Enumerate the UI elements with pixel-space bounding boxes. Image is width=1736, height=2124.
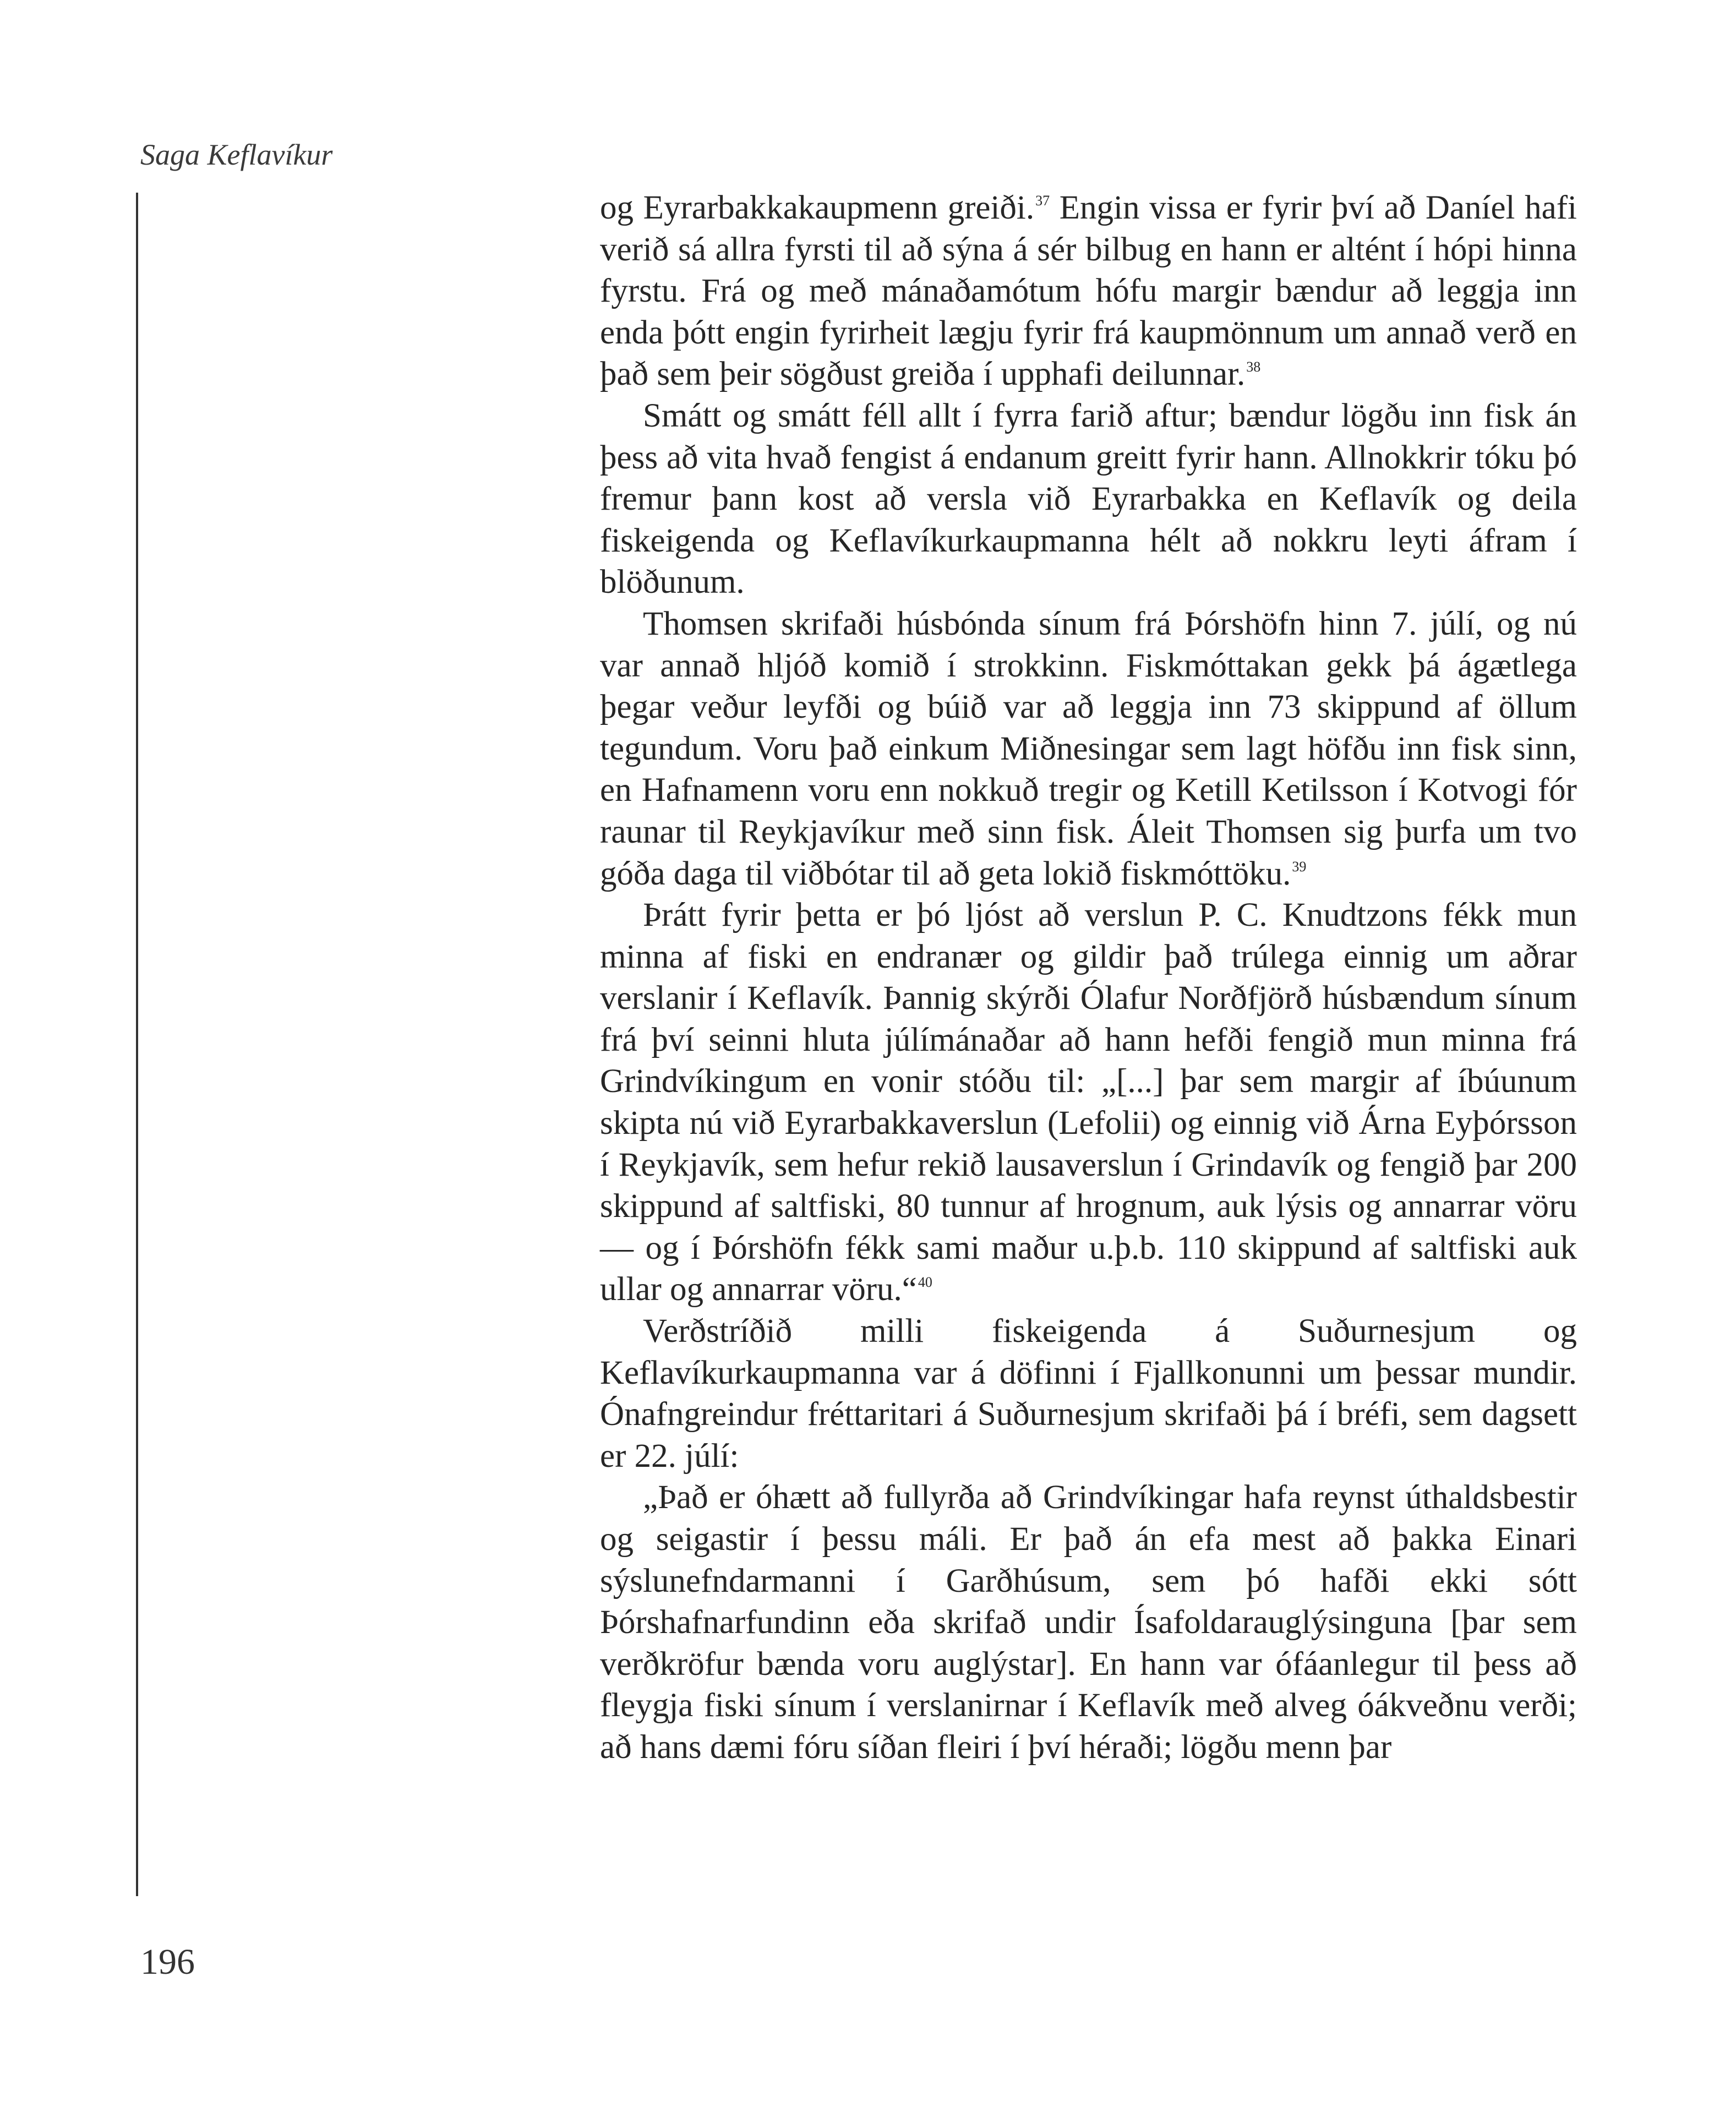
paragraph-text: Þrátt fyrir þetta er þó ljóst að verslun P. C. Knudtzons fékk mun minna af fiski en endranær og gildir það trúlega einnig um aðrar verslanir í Keflavík. Þannig skýrði Ólafur Norðfjörð húsbændum sínum frá því seinni hluta júlímánaðar að hann hefði fengið mun minna frá Grindvíkingum en vonir stóðu til: „[...] þar sem margir af íbúunum skipta nú við Eyrarbakkaverslun (Lefolii) og einnig við Árna Eyþórsson í Reykjavík, sem hefur rekið lausaverslun í Grindavík og fengið þar 200 skippund af saltfiski, 80 tunnur af hrognum, auk lýsis og annarrar vöru — og í Þórshöfn fékk sami maður u.þ.b. 110 skippund af saltfiski auk ullar og annarrar vöru.“	[600, 897, 1577, 1308]
footnote-ref-39: 39	[1292, 858, 1307, 875]
paragraph-2	[600, 395, 1577, 603]
paragraph-text: Smátt og smátt féll allt í fyrra farið aftur; bændur lögðu inn fisk án þess að vita hvað fengist á endanum greitt fyrir hann. Allnokkrir tóku þó fremur þann kost að versla við Eyrarbakka en Keflavík og deila fiskeigenda og Keflavíkurkaupmanna hélt að nokkru leyti áfram í blöðunum.	[600, 397, 1577, 601]
paragraph-6-quote	[600, 1477, 1577, 1768]
footnote-ref-37: 37	[1035, 193, 1050, 209]
paragraph-text: og Eyrarbakkakaupmenn greiði.	[600, 189, 1035, 226]
paragraph-3	[600, 603, 1577, 894]
paragraph-text: Thomsen skrifaði húsbónda sínum frá Þórshöfn hinn 7. júlí, og nú var annað hljóð komið í strokkinn. Fiskmóttakan gekk þá ágætlega þegar veður leyfði og búið var að leggja inn 73 skippund af öllum tegundum. Voru það einkum Miðnesingar sem lagt höfðu inn fisk sinn, en Hafnamenn voru enn nokkuð tregir og Ketill Ketilsson í Kotvogi fór raunar til Reykjavíkur með sinn fisk. Áleit Thomsen sig þurfa um tvo góða daga til viðbótar til að geta lokið fiskmóttöku.	[600, 605, 1577, 892]
footnote-ref-38: 38	[1246, 359, 1261, 375]
paragraph-text: Engin vissa er fyrir því að Daníel hafi verið sá allra fyrsti til að sýna á sér bilbug en hann er altént í hópi hinna fyrstu. Frá og með mánaðamótum hófu margir bændur að leggja inn enda þótt engin fyrirheit lægju fyrir frá kaupmönnum um annað verð en það sem þeir sögðust greiða í upphafi deilunnar.	[600, 189, 1577, 393]
running-title: Saga Keflavíkur	[140, 138, 333, 171]
body-text	[600, 187, 1577, 1768]
footnote-ref-40: 40	[918, 1274, 932, 1291]
paragraph-text: Verðstríðið milli fiskeigenda á Suðurnesjum og Keflavíkurkaupmanna var á döfinni í Fjallkonunni um þessar mundir. Ónafngreindur fréttaritari á Suðurnesjum skrifaði þá í bréfi, sem dagsett er 22. júlí:	[600, 1313, 1577, 1475]
paragraph-5	[600, 1311, 1577, 1477]
paragraph-text: „Það er óhætt að fullyrða að Grindvíkingar hafa reynst úthaldsbestir og seigastir í þessu máli. Er það án efa mest að þakka Einari sýslunefndarmanni í Garðhúsum, sem þó hafði ekki sótt Þórshafnarfundinn eða skrifað undir Ísafoldarauglýsinguna [þar sem verðkröfur bænda voru auglýstar]. En hann var ófáanlegur til þess að fleygja fiski sínum í verslanirnar í Keflavík með alveg óákveðnu verði; að hans dæmi fóru síðan fleiri í því héraði; lögðu menn þar	[600, 1479, 1577, 1766]
paragraph-1	[600, 187, 1577, 395]
margin-rule	[136, 193, 138, 1896]
page-number: 196	[140, 1942, 195, 1982]
paragraph-4	[600, 894, 1577, 1311]
